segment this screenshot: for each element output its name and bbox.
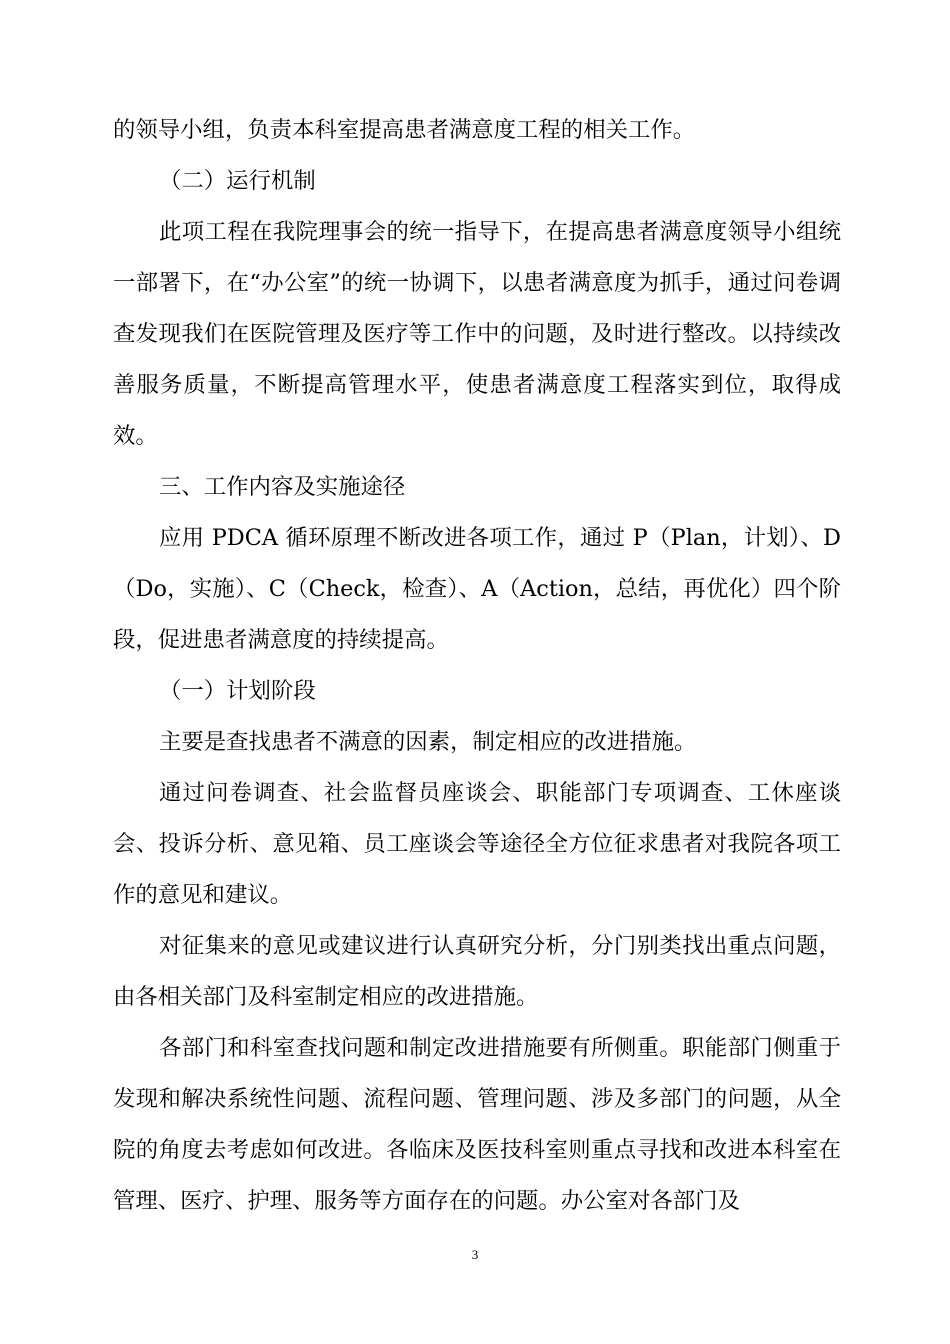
section-heading-operating-mechanism: （二）运行机制 [159, 168, 316, 194]
paragraph-feedback-channels: 通过问卷调查、社会监督员座谈会、职能部门专项调查、工休座谈会、投诉分析、意见箱、员工座谈会等途径全方位征求患者对我院各项工作的意见和建议。 [113, 780, 841, 908]
paragraph-plan-summary: 主要是查找患者不满意的因素，制定相应的改进措施。 [159, 729, 697, 755]
paragraph-pdca: 应用 PDCA 循环原理不断改进各项工作，通过 P（Plan，计划）、D（Do，实施）、C（Check，检查）、A（Action，总结，再优化）四个阶段，促进患者满意度的持续提高。 [113, 525, 841, 653]
paragraph-department-focus: 各部门和科室查找问题和制定改进措施要有所侧重。职能部门侧重于发现和解决系统性问题、流程问题、管理问题、涉及多部门的问题，从全院的角度去考虑如何改进。各临床及医技科室则重点寻找和改进本科室在管理、医疗、护理、服务等方面存在的问题。办公室对各部门及 [113, 1035, 841, 1214]
paragraph-analysis: 对征集来的意见或建议进行认真研究分析，分门别类找出重点问题，由各相关部门及科室制定相应的改进措施。 [113, 933, 841, 1010]
document-body [113, 105, 841, 1227]
page-number: 3 [471, 1247, 479, 1262]
section-heading-plan-stage: （一）计划阶段 [159, 678, 316, 704]
paragraph-operating-mechanism: 此项工程在我院理事会的统一指导下，在提高患者满意度领导小组统一部署下，在“办公室”的统一协调下，以患者满意度为抓手，通过问卷调查发现我们在医院管理及医疗等工作中的问题，及时进行整改。以持续改善服务质量，不断提高管理水平，使患者满意度工程落实到位，取得成效。 [113, 219, 841, 449]
paragraph-continuation: 的领导小组，负责本科室提高患者满意度工程的相关工作。 [113, 117, 696, 143]
section-heading-work-content: 三、工作内容及实施途径 [159, 474, 406, 500]
